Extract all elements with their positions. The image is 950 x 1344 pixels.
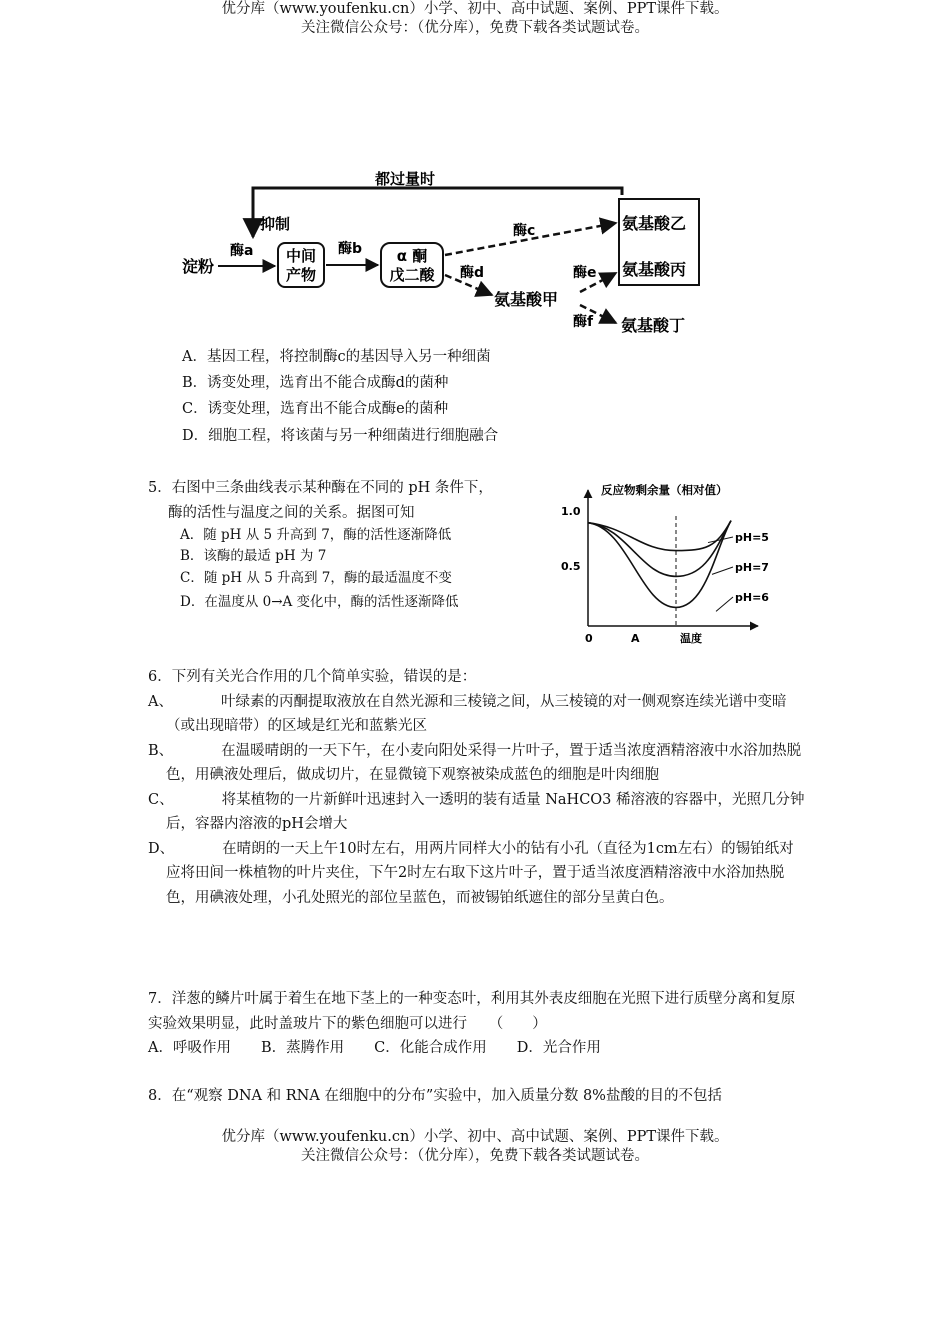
enzyme-a-label: 酶a	[230, 243, 254, 259]
q6-option-c	[148, 788, 808, 837]
q7-option-c: C．化能合成作用	[374, 1040, 487, 1056]
q5-stem-line-1: 5．右图中三条曲线表示某种酶在不同的 pH 条件下，	[148, 480, 493, 496]
starch-label: 淀粉	[182, 257, 215, 276]
amino-c-label: 氨基酸丙	[622, 260, 687, 279]
q7-option-d: D．光合作用	[516, 1040, 601, 1056]
intermediate-line-2: 产物	[285, 266, 317, 284]
q5-stem-line-2: 酶的活性与温度之间的关系。据图可知	[168, 505, 415, 521]
curve-pH5	[588, 521, 731, 551]
enzyme-d-label: 酶d	[460, 265, 485, 281]
q6-option-b-label: B、	[148, 742, 174, 759]
q6-stem: 6．下列有关光合作用的几个简单实验，错误的是：	[148, 669, 477, 685]
amino-d-label: 氨基酸丁	[621, 316, 686, 335]
enzyme-c-label: 酶c	[513, 223, 536, 239]
amino-a-label: 氨基酸甲	[494, 290, 559, 309]
chart-title: 反应物剩余量（相对值）	[601, 483, 728, 497]
q6-option-b-text: 在温暖晴朗的一天下午，在小麦向阳处采得一片叶子，置于适当浓度酒精溶液中水浴加热脱色，用碘液处理后，做成切片，在显微镜下观察被染成蓝色的细胞是叶肉细胞	[166, 742, 802, 783]
ketoacid-line-2: 戊二酸	[389, 266, 435, 284]
q6-option-c-text: 将某植物的一片新鲜叶迅速封入一透明的装有适量 NaHCO3 稀溶液的容器中，光照几分钟后，容器内溶液的pH会增大	[166, 791, 805, 832]
q6-option-a	[148, 690, 808, 739]
y-tick-1: 1.0	[561, 505, 581, 518]
amino-b-label: 氨基酸乙	[622, 214, 687, 233]
q6-option-a-text: 叶绿素的丙酮提取液放在自然光源和三棱镜之间，从三棱镜的对一侧观察连续光谱中变暗（或出现暗带）的区域是红光和蓝紫光区	[166, 693, 787, 734]
curves-group	[588, 521, 733, 612]
inhibit-label: 抑制	[260, 215, 291, 233]
x-tick-0: 0	[585, 632, 593, 645]
leader-pH6	[716, 597, 733, 611]
q6-option-d	[148, 837, 808, 911]
y-tick-0-5: 0.5	[561, 560, 581, 573]
q8-stem: 8．在“观察 DNA 和 RNA 在细胞中的分布”实验中，加入质量分数 8%盐酸的目的不包括	[148, 1088, 722, 1104]
header-line-2: 关注微信公众号：（优分库），免费下载各类试题试卷。	[301, 20, 649, 36]
ketoacid-line-1: α 酮	[396, 247, 428, 265]
leader-pH7	[712, 567, 733, 574]
q5-option-d: D．在温度从 0→A 变化中，酶的活性逐渐降低	[180, 594, 459, 610]
footer-line-1: 优分库（www.youfenku.cn）小学、初中、高中试题、案例、PPT课件下载。	[221, 1129, 729, 1145]
q5-option-a: A．随 pH 从 5 升高到 7，酶的活性逐渐降低	[180, 527, 452, 543]
feedback-label: 都过量时	[375, 170, 436, 188]
q7-stem: 7．洋葱的鳞片叶属于着生在地下茎上的一种变态叶，利用其外表皮细胞在光照下进行质壁分离和复原实验效果明显，此时盖玻片下的紫色细胞可以进行 （ ）	[148, 991, 796, 1032]
q4-option-a: A．基因工程，将控制酶c的基因导入另一种细菌	[182, 349, 491, 365]
enzyme-e-label: 酶e	[573, 265, 597, 281]
x-axis-label: 温度	[680, 632, 702, 645]
q7-option-a: A．呼吸作用	[148, 1040, 231, 1056]
q4-option-b: B．诱变处理，选育出不能合成酶d的菌种	[182, 375, 449, 391]
pathway-diagram	[170, 165, 710, 340]
q5-option-c: C．随 pH 从 5 升高到 7，酶的最适温度不变	[180, 570, 452, 586]
q4-option-d: D．细胞工程，将该菌与另一种细菌进行细胞融合	[182, 428, 499, 444]
enzyme-b-label: 酶b	[338, 241, 363, 257]
q5-option-b: B．该酶的最适 pH 为 7	[180, 548, 327, 564]
series-label-ph6: pH=6	[735, 591, 769, 604]
curve-pH6	[588, 521, 731, 608]
feedback-line	[253, 188, 622, 237]
q6-option-c-label: C、	[148, 791, 174, 808]
q6-option-d-label: D、	[148, 840, 175, 857]
series-label-ph7: pH=7	[735, 561, 769, 574]
page-footer	[0, 1128, 950, 1166]
enzyme-f-label: 酶f	[573, 314, 594, 330]
x-tick-A: A	[631, 632, 640, 645]
q7-block	[148, 987, 808, 1061]
q4-option-c: C．诱变处理，选育出不能合成酶e的菌种	[182, 401, 449, 417]
q6-option-d-text: 在晴朗的一天上午10时左右，用两片同样大小的钻有小孔（直径为1cm左右）的锡铂纸对应将田间一株植物的叶片夹住，下午2时左右取下这片叶子，置于适当浓度酒精溶液中水浴加热脱色，用碘液处理，小孔处照光的部位呈蓝色，而被锡铂纸遮住的部分呈黄白色。	[166, 840, 794, 906]
footer-line-2: 关注微信公众号：（优分库），免费下载各类试题试卷。	[301, 1148, 649, 1164]
header-line-1: 优分库（www.youfenku.cn）小学、初中、高中试题、案例、PPT课件下载。	[221, 1, 729, 17]
q6-option-a-label: A、	[148, 693, 173, 710]
q7-option-b: B．蒸腾作用	[260, 1040, 345, 1056]
enzyme-ph-chart	[555, 478, 780, 650]
intermediate-line-1: 中间	[285, 247, 317, 265]
q6-block	[148, 665, 808, 910]
series-label-ph5: pH=5	[735, 531, 769, 544]
q6-option-b	[148, 739, 808, 788]
q7-options	[148, 1036, 808, 1061]
page-header	[0, 0, 950, 38]
